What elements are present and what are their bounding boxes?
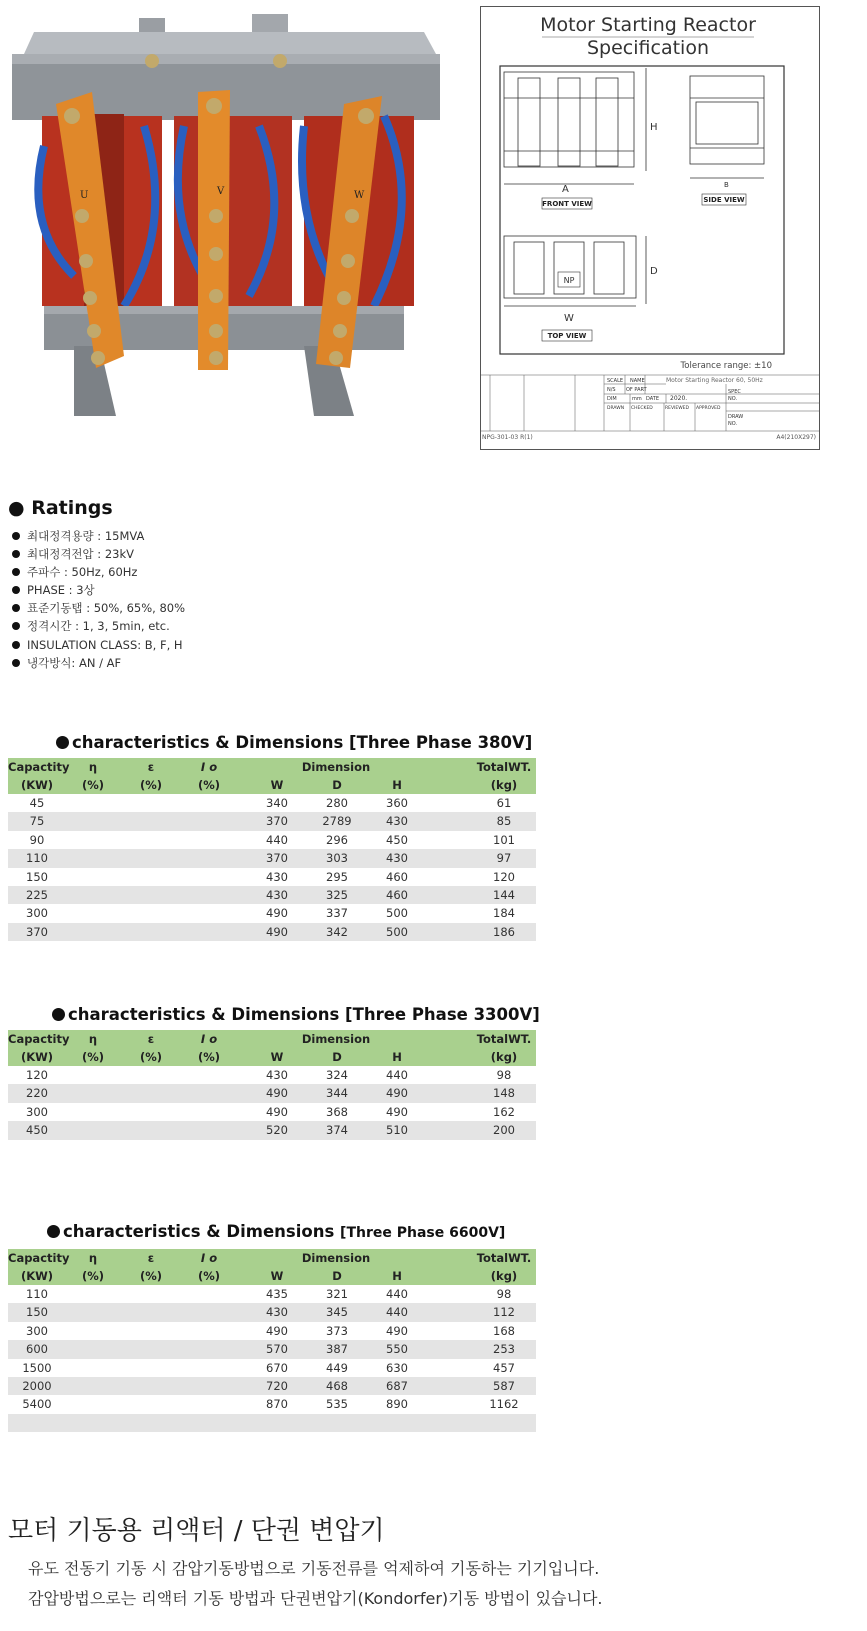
col-unit-kg: (kg)	[490, 1269, 518, 1283]
table-header	[8, 1249, 536, 1285]
tb-reviewed: REVIEWED	[665, 406, 689, 411]
tb-year: 2020.	[670, 395, 688, 402]
ratings-heading: ● Ratings	[8, 497, 113, 519]
cell-d: 449	[326, 1360, 348, 1375]
paper-size: A4(210X297)	[776, 434, 816, 441]
table-3300v	[8, 1030, 536, 1140]
cell-w: 340	[266, 796, 288, 810]
dim-h-label: H	[650, 122, 658, 133]
col-capacity: Capactity	[8, 760, 70, 774]
cell-weight: 61	[496, 796, 512, 810]
cell-h: 500	[386, 924, 408, 939]
cell-w: 430	[266, 869, 288, 884]
tb-ns: N/S	[607, 387, 616, 393]
col-eta: η	[88, 760, 98, 774]
cell-d: 368	[326, 1104, 348, 1119]
cell-h: 450	[386, 832, 408, 847]
cell-d: 303	[326, 851, 348, 866]
cell-weight: 85	[496, 814, 512, 829]
ratings-item: 주파수 : 50Hz, 60Hz	[12, 563, 185, 581]
col-eps: ε	[147, 760, 155, 774]
table-row	[8, 1359, 536, 1377]
table-row	[8, 923, 536, 941]
col-total-weight: TotalWT.	[476, 1251, 532, 1265]
front-view-label: FRONT VIEW	[542, 200, 592, 208]
cell-w: 430	[266, 1068, 288, 1082]
table-row	[8, 812, 536, 830]
cell-w: 520	[266, 1123, 288, 1138]
dim-d-label: D	[650, 266, 658, 277]
tb-of-part: OF PART	[626, 387, 647, 393]
cell-d: 373	[326, 1323, 348, 1338]
cell-weight: 168	[493, 1323, 515, 1338]
cell-w: 440	[266, 832, 288, 847]
tb-checked: CHECKED	[631, 406, 653, 411]
description-title: 모터 기동용 리액터 / 단권 변압기	[8, 1516, 385, 1546]
col-d: D	[332, 778, 342, 792]
cell-capacity: 45	[29, 796, 45, 810]
cell-weight: 253	[493, 1342, 515, 1357]
table-row	[8, 868, 536, 886]
col-eta: η	[88, 1032, 98, 1046]
cell-h: 430	[386, 851, 408, 866]
table-row	[8, 1066, 536, 1084]
table-6600v-title: characteristics & Dimensions [Three Phase 6600V]	[47, 1222, 505, 1241]
ratings-item: 정격시간 : 1, 3, 5min, etc.	[12, 617, 185, 635]
col-unit-pct: (%)	[139, 778, 163, 792]
ratings-item: 냉각방식: AN / AF	[12, 654, 185, 672]
col-io: I o	[200, 1251, 218, 1265]
cell-capacity: 110	[26, 851, 48, 866]
cell-d: 324	[326, 1068, 348, 1082]
cell-w: 490	[266, 924, 288, 939]
cell-w: 370	[266, 814, 288, 829]
cell-weight: 200	[493, 1123, 515, 1138]
cell-capacity: 5400	[22, 1397, 52, 1412]
tolerance-note: Tolerance range: ±10	[680, 361, 772, 371]
cell-h: 460	[386, 869, 408, 884]
tb-no2: NO.	[728, 421, 738, 427]
table-row	[8, 1084, 536, 1102]
table-380v	[8, 758, 536, 941]
tb-approved: APPROVED	[696, 406, 721, 411]
cell-weight: 148	[493, 1086, 515, 1101]
cell-capacity: 75	[29, 814, 45, 829]
cell-weight: 587	[493, 1378, 515, 1393]
cell-d: 345	[326, 1305, 348, 1320]
table-row	[8, 1103, 536, 1121]
cell-capacity: 370	[26, 924, 48, 939]
cell-capacity: 2000	[22, 1378, 52, 1393]
col-eta: η	[88, 1251, 98, 1265]
cell-h: 687	[386, 1378, 408, 1393]
col-total-weight: TotalWT.	[476, 760, 532, 774]
cell-w: 370	[266, 851, 288, 866]
col-eps: ε	[147, 1251, 155, 1265]
table-row	[8, 1322, 536, 1340]
cell-weight: 144	[493, 887, 515, 902]
table-row	[8, 794, 536, 812]
col-unit-pct: (%)	[197, 1269, 221, 1283]
cell-h: 550	[386, 1342, 408, 1357]
col-unit-pct: (%)	[197, 1050, 221, 1064]
table-row	[8, 904, 536, 922]
cell-w: 490	[266, 1086, 288, 1101]
cell-weight: 98	[496, 1287, 512, 1301]
tb-mm: mm	[632, 396, 642, 402]
cell-d: 325	[326, 887, 348, 902]
ratings-item: 최대정격전압 : 23kV	[12, 545, 185, 563]
ratings-item: 표준기동탭 : 50%, 65%, 80%	[12, 599, 185, 617]
drawing-title-line1: Motor Starting Reactor	[540, 14, 756, 36]
cell-h: 490	[386, 1104, 408, 1119]
cell-d: 387	[326, 1342, 348, 1357]
table-row	[8, 1340, 536, 1358]
tb-part-name: Motor Starting Reactor 60, 50Hz	[666, 377, 763, 384]
cell-h: 500	[386, 906, 408, 921]
cell-weight: 97	[496, 851, 512, 866]
cell-w: 570	[266, 1342, 288, 1357]
cell-h: 890	[386, 1397, 408, 1412]
col-unit-pct: (%)	[81, 778, 105, 792]
col-w: W	[270, 1050, 284, 1064]
table-row	[8, 886, 536, 904]
cell-h: 630	[386, 1360, 408, 1375]
cell-capacity: 150	[26, 1305, 48, 1320]
header-row-1	[8, 1249, 536, 1267]
col-capacity: Capactity	[8, 1032, 70, 1046]
table-row	[8, 831, 536, 849]
top-view-label: TOP VIEW	[547, 332, 587, 340]
tb-name: NAME	[630, 378, 645, 384]
cell-d: 344	[326, 1086, 348, 1101]
np-plate-label: NP	[563, 276, 575, 285]
tb-spec: SPEC	[728, 389, 741, 395]
table-row	[8, 1414, 536, 1432]
cell-w: 870	[266, 1397, 288, 1412]
tb-no: NO.	[728, 396, 738, 402]
doc-number: NPG-301-03 R(1)	[482, 434, 533, 441]
table-row	[8, 1395, 536, 1413]
header-row-2	[8, 1267, 536, 1285]
cell-d: 321	[326, 1287, 348, 1301]
col-dimension: Dimension	[301, 1251, 371, 1265]
table-row	[8, 1377, 536, 1395]
col-unit-kw: (KW)	[20, 778, 54, 792]
col-io: I o	[200, 760, 218, 774]
cell-weight: 98	[496, 1068, 512, 1082]
cell-capacity: 450	[26, 1123, 48, 1138]
cell-d: 374	[326, 1123, 348, 1138]
ratings-list	[12, 527, 185, 672]
header-row-2	[8, 776, 536, 794]
col-unit-pct: (%)	[139, 1269, 163, 1283]
col-d: D	[332, 1050, 342, 1064]
cell-weight: 186	[493, 924, 515, 939]
cell-weight: 1162	[489, 1397, 519, 1412]
cell-d: 337	[326, 906, 348, 921]
cell-weight: 120	[493, 869, 515, 884]
side-view-label: SIDE VIEW	[703, 196, 745, 204]
col-h: H	[392, 778, 402, 792]
cell-w: 430	[266, 1305, 288, 1320]
cell-capacity: 150	[26, 869, 48, 884]
col-unit-kg: (kg)	[490, 1050, 518, 1064]
ratings-item: INSULATION CLASS: B, F, H	[12, 636, 185, 654]
col-io: I o	[200, 1032, 218, 1046]
ratings-title-text: Ratings	[31, 497, 113, 519]
tb-date: DATE	[646, 396, 660, 402]
cell-h: 490	[386, 1323, 408, 1338]
cell-h: 460	[386, 887, 408, 902]
cell-capacity: 300	[26, 1323, 48, 1338]
col-capacity: Capactity	[8, 1251, 70, 1265]
table-380v-title: characteristics & Dimensions [Three Phase 380V]	[56, 733, 532, 752]
col-d: D	[332, 1269, 342, 1283]
col-h: H	[392, 1050, 402, 1064]
cell-w: 490	[266, 906, 288, 921]
cell-h: 440	[386, 1305, 408, 1320]
phase-w-label: W	[354, 190, 365, 201]
dim-a-label: A	[562, 184, 569, 195]
col-eps: ε	[147, 1032, 155, 1046]
cell-w: 430	[266, 887, 288, 902]
header-row-2	[8, 1048, 536, 1066]
table-3300v-title: characteristics & Dimensions [Three Phase 3300V]	[52, 1005, 540, 1024]
col-w: W	[270, 778, 284, 792]
col-unit-pct: (%)	[81, 1050, 105, 1064]
cell-capacity: 110	[26, 1287, 48, 1301]
cell-weight: 112	[493, 1305, 515, 1320]
tb-scale: SCALE	[607, 378, 624, 384]
cell-h: 360	[386, 796, 408, 810]
cell-capacity: 225	[26, 887, 48, 902]
cell-d: 296	[326, 832, 348, 847]
ratings-item: 최대정격용량 : 15MVA	[12, 527, 185, 545]
table-header	[8, 1030, 536, 1066]
col-h: H	[392, 1269, 402, 1283]
col-w: W	[270, 1269, 284, 1283]
table-6600v	[8, 1249, 536, 1432]
cell-capacity: 300	[26, 1104, 48, 1119]
dim-b-label: B	[724, 181, 729, 189]
drawing-title-line2: Specification	[587, 37, 709, 59]
cell-d: 342	[326, 924, 348, 939]
phase-u-label: U	[80, 190, 89, 201]
cell-h: 510	[386, 1123, 408, 1138]
cell-d: 295	[326, 869, 348, 884]
header-row-1	[8, 758, 536, 776]
cell-h: 430	[386, 814, 408, 829]
table-row	[8, 1121, 536, 1139]
tb-drawn: DRAWN	[607, 406, 625, 411]
cell-w: 490	[266, 1104, 288, 1119]
cell-d: 468	[326, 1378, 348, 1393]
col-unit-pct: (%)	[197, 778, 221, 792]
cell-d: 2789	[322, 814, 352, 829]
cell-d: 280	[326, 796, 348, 810]
tb-dim: DIM	[607, 396, 617, 402]
col-unit-kg: (kg)	[490, 778, 518, 792]
col-dimension: Dimension	[301, 1032, 371, 1046]
table-row	[8, 849, 536, 867]
cell-w: 720	[266, 1378, 288, 1393]
cell-h: 440	[386, 1287, 408, 1301]
cell-capacity: 600	[26, 1342, 48, 1357]
tb-draw: DRAW	[728, 414, 744, 420]
cell-capacity: 300	[26, 906, 48, 921]
col-unit-pct: (%)	[139, 1050, 163, 1064]
cell-weight: 101	[493, 832, 515, 847]
cell-w: 435	[266, 1287, 288, 1301]
cell-capacity: 120	[26, 1068, 48, 1082]
cell-w: 490	[266, 1323, 288, 1338]
cell-capacity: 1500	[22, 1360, 52, 1375]
cell-weight: 162	[493, 1104, 515, 1119]
table-row	[8, 1285, 536, 1303]
col-unit-kw: (KW)	[20, 1269, 54, 1283]
reactor-photo	[4, 6, 444, 436]
ratings-item: PHASE : 3상	[12, 581, 185, 599]
cell-w: 670	[266, 1360, 288, 1375]
cell-h: 490	[386, 1086, 408, 1101]
col-unit-kw: (KW)	[20, 1050, 54, 1064]
cell-d: 535	[326, 1397, 348, 1412]
cell-h: 440	[386, 1068, 408, 1082]
table-row	[8, 1303, 536, 1321]
cell-capacity: 220	[26, 1086, 48, 1101]
cell-weight: 184	[493, 906, 515, 921]
dim-w-label: W	[564, 313, 574, 324]
header-row-1	[8, 1030, 536, 1048]
cell-weight: 457	[493, 1360, 515, 1375]
spec-drawing	[480, 6, 820, 450]
description-line-2: 감압방법으로는 리액터 기동 방법과 단권변압기(Kondorfer)기동 방법이 있습니다.	[28, 1589, 603, 1608]
table-header	[8, 758, 536, 794]
phase-v-label: V	[217, 186, 225, 197]
description-line-1: 유도 전동기 기동 시 감압기동방법으로 기동전류를 억제하여 기동하는 기기입니다.	[28, 1559, 600, 1578]
cell-capacity: 90	[29, 832, 45, 847]
col-dimension: Dimension	[301, 760, 371, 774]
col-total-weight: TotalWT.	[476, 1032, 532, 1046]
col-unit-pct: (%)	[81, 1269, 105, 1283]
